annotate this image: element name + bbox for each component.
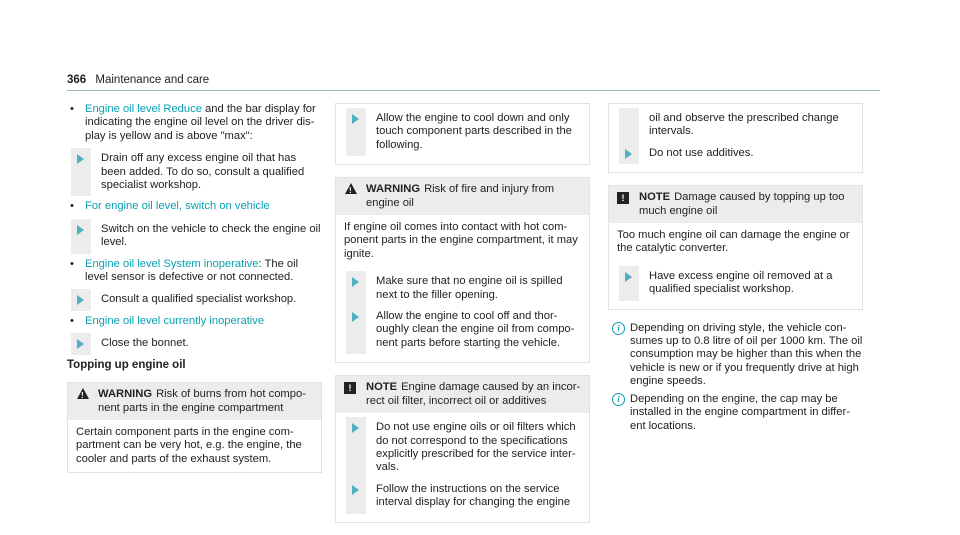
list-item [67, 200, 322, 213]
list-item [67, 258, 322, 285]
note-keyword: NOTE [639, 191, 671, 204]
arrow-icon [77, 154, 84, 164]
column-3 [608, 103, 863, 437]
instruction-step [71, 293, 322, 306]
step-text: Consult a qualified specialist workshop. [101, 293, 297, 306]
display-message: Engine oil level System inoperative [85, 257, 259, 270]
exclamation-icon: ! [344, 382, 356, 394]
warning-body: Certain component parts in the engine com-partment can be very hot, e.g. the engine, the cooler and parts of the exhaust system. [76, 425, 302, 465]
list-text: and the bar display for indicating the engine oil level on the driver dis-play is yellow and is above "max": [85, 103, 316, 142]
step-text: Allow the engine to cool off and thor-oughly clean the engine oil from compo-nent parts before starting the vehicle. [376, 310, 575, 349]
note-box [608, 185, 863, 309]
instruction-step [346, 112, 583, 152]
instruction-step [346, 483, 583, 510]
note-box-continued [608, 103, 863, 173]
info-text: Depending on driving style, the vehicle con-sumes up to 0.8 litre of oil per 1000 km. The oil consumption may be higher than this when the vehicle is new or if you frequently drive at high engine speeds. [630, 321, 863, 388]
warning-triangle-icon [77, 388, 89, 399]
list-item [67, 103, 322, 143]
arrow-icon [77, 225, 84, 235]
display-message: Engine oil level Reduce [85, 103, 202, 115]
instruction-step [346, 421, 583, 475]
exclamation-icon: ! [617, 192, 629, 204]
arrow-icon [352, 312, 359, 322]
warning-header [336, 178, 589, 215]
list-text: : The oil level sensor is defective or not connected. [85, 257, 299, 284]
arrow-icon [77, 295, 84, 305]
step-text: oil and observe the prescribed change intervals. [649, 112, 839, 138]
info-text: Depending on the engine, the cap may be installed in the engine compartment in differ-ent locations. [630, 392, 850, 432]
bullet-icon: • [70, 257, 74, 270]
instruction-step [619, 147, 856, 160]
bullet-icon: • [70, 314, 74, 327]
arrow-icon [352, 114, 359, 124]
warning-title: Risk of burns from hot compo-nent parts in the engine compartment [98, 388, 306, 414]
note-body: Too much engine oil can damage the engine or the catalytic converter. [617, 229, 850, 255]
arrow-icon [625, 272, 632, 282]
instruction-step [71, 337, 322, 350]
arrow-icon [352, 485, 359, 495]
info-item [608, 322, 863, 389]
warning-triangle-icon [345, 183, 357, 194]
note-box [335, 375, 590, 522]
arrow-icon [352, 423, 359, 433]
step-text: Make sure that no engine oil is spilled next to the filler opening. [376, 275, 563, 301]
warning-box [335, 177, 590, 363]
instruction-step [346, 275, 583, 302]
info-item [608, 393, 863, 433]
display-message: Engine oil level currently inoperative [85, 314, 265, 327]
section-title: Maintenance and care [95, 74, 210, 86]
note-title: Damage caused by topping up too much engine oil [639, 191, 845, 217]
instruction-step [71, 152, 322, 192]
instruction-step [346, 310, 583, 350]
note-title: Engine damage caused by an incor-rect oil filter, incorrect oil or additives [366, 381, 581, 407]
warning-box [67, 382, 322, 473]
section-heading: Topping up engine oil [67, 358, 186, 371]
list-item [67, 315, 322, 328]
column-2 [335, 103, 590, 535]
note-header [609, 186, 862, 223]
header-rule [67, 90, 880, 91]
note-header [336, 376, 589, 413]
arrow-icon [625, 149, 632, 159]
instruction-step [71, 223, 322, 250]
warning-title: Risk of fire and injury from engine oil [366, 183, 555, 209]
instruction-step [619, 112, 856, 139]
step-text: Do not use engine oils or oil filters which do not correspond to the specifications explicitly prescribed for the service inter-vals. [376, 421, 576, 474]
step-text: Close the bonnet. [101, 337, 189, 350]
instruction-step [619, 270, 856, 297]
warning-keyword: WARNING [98, 388, 153, 401]
column-1 [67, 103, 322, 485]
info-icon: i [612, 393, 625, 406]
info-icon: i [612, 322, 625, 335]
step-text: Drain off any excess engine oil that has been added. To do so, consult a qualified specialist workshop. [101, 152, 305, 192]
step-text: Switch on the vehicle to check the engine oil level. [101, 222, 321, 249]
note-keyword: NOTE [366, 381, 398, 394]
step-text: Do not use additives. [649, 146, 754, 159]
warning-keyword: WARNING [366, 183, 421, 196]
warning-header [68, 383, 321, 420]
step-text: Have excess engine oil removed at a qualified specialist workshop. [649, 269, 833, 296]
step-bar [619, 108, 639, 143]
warning-box-continued [335, 103, 590, 165]
arrow-icon [77, 339, 84, 349]
step-text: Follow the instructions on the service interval display for changing the engine [376, 482, 571, 509]
step-text: Allow the engine to cool down and only touch component parts described in the following. [376, 112, 572, 151]
bullet-icon: • [70, 103, 74, 115]
warning-body: If engine oil comes into contact with hot com-ponent parts in the engine compartment, it may ignite. [344, 221, 578, 260]
page-number: 366 [67, 74, 87, 86]
arrow-icon [352, 277, 359, 287]
page-header [67, 74, 209, 87]
bullet-icon: • [70, 200, 74, 213]
display-message: For engine oil level, switch on vehicle [85, 200, 270, 213]
